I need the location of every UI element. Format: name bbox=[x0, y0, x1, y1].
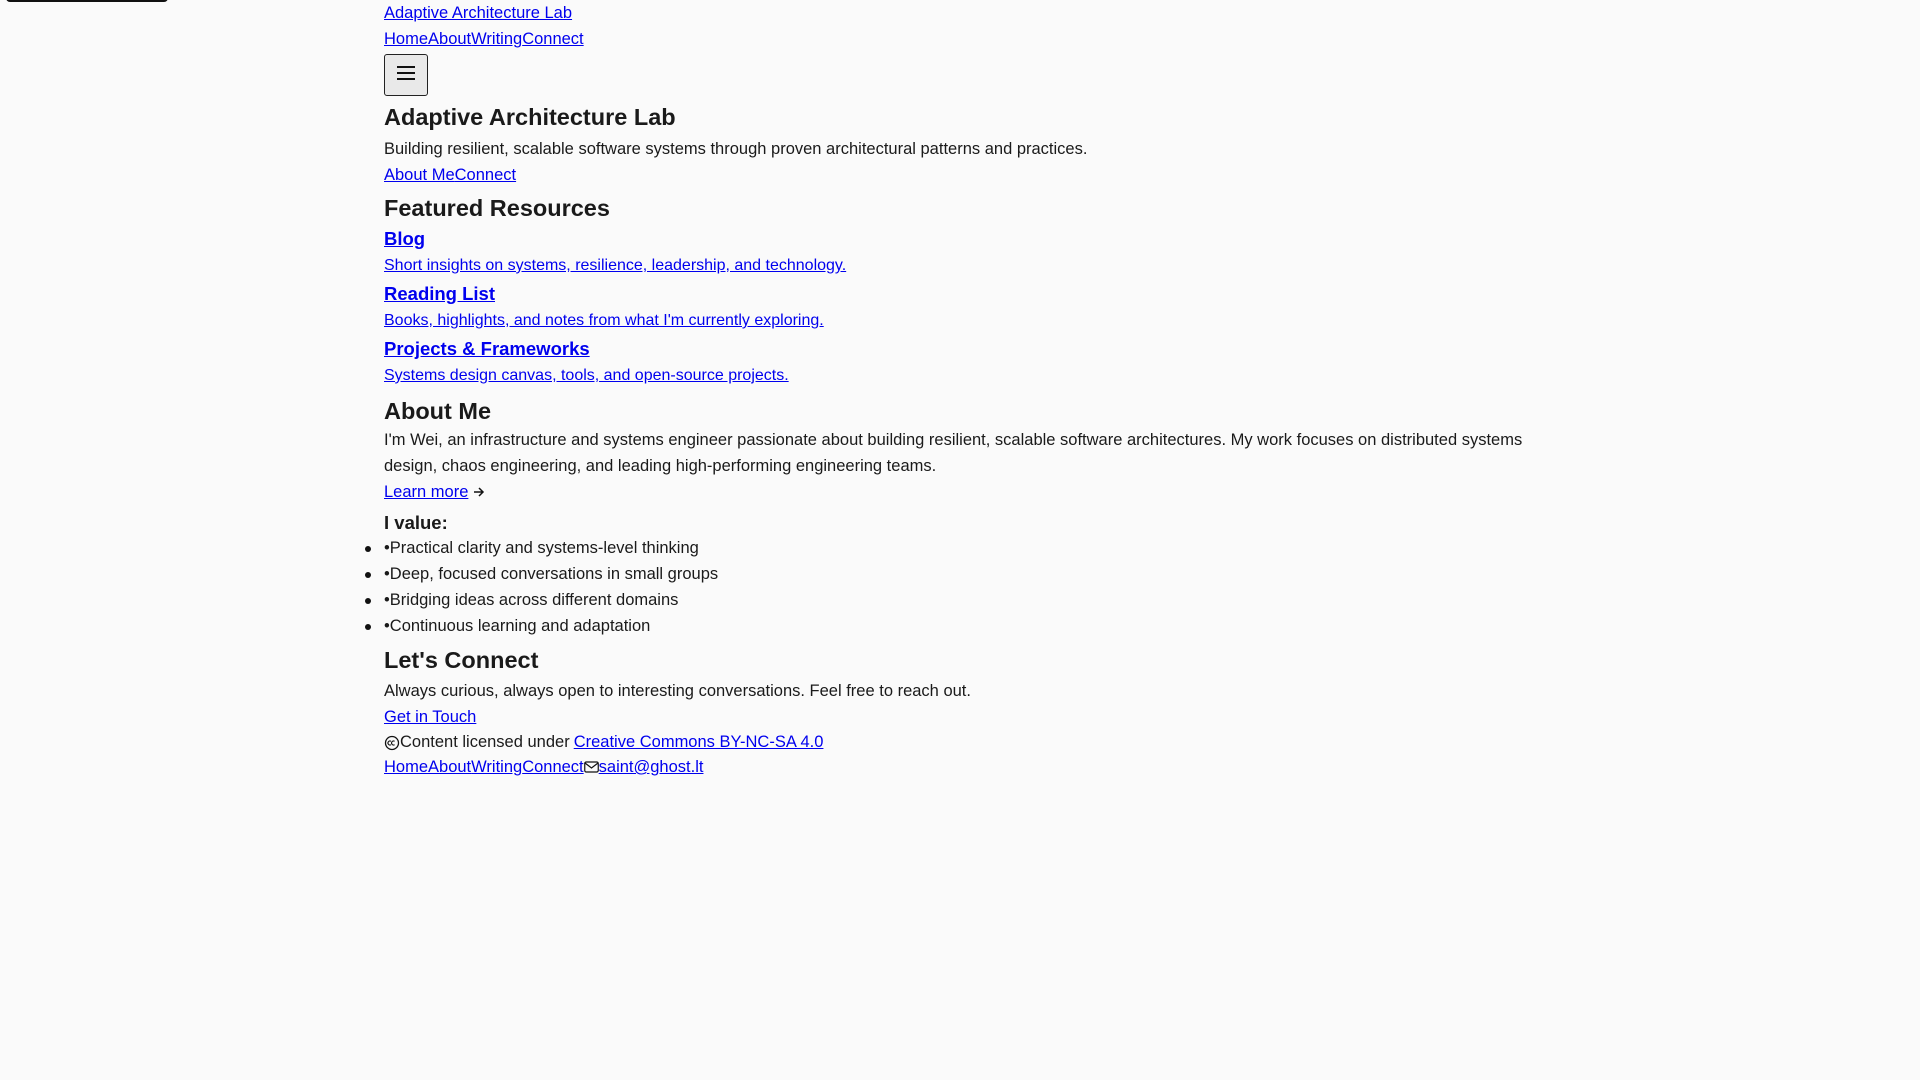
skip-link-bar[interactable] bbox=[6, 0, 168, 2]
menu-toggle-button[interactable] bbox=[384, 54, 428, 96]
about-heading: About Me bbox=[384, 398, 492, 424]
get-in-touch-link[interactable]: Get in Touch bbox=[384, 708, 477, 726]
resource-reading-list-title[interactable]: Reading List bbox=[384, 283, 496, 304]
nav-writing[interactable]: Writing bbox=[471, 30, 523, 48]
resource-blog-description[interactable]: Short insights on systems, resilience, leadership, and technology. bbox=[384, 257, 847, 274]
hero-title: Adaptive Architecture Lab bbox=[384, 104, 676, 130]
nav-about[interactable]: About bbox=[428, 30, 472, 48]
creative-commons-icon bbox=[384, 735, 400, 751]
footer-nav-about[interactable]: About bbox=[428, 758, 472, 776]
arrow-right-icon bbox=[472, 485, 486, 499]
footer-nav-connect[interactable]: Connect bbox=[522, 758, 584, 776]
hero-connect-link[interactable]: Connect bbox=[454, 166, 517, 184]
value-bullet: • bbox=[384, 565, 390, 583]
site-title-link[interactable]: Adaptive Architecture Lab bbox=[384, 4, 573, 22]
page bbox=[384, 0, 1534, 780]
about-text: I'm Wei, an infrastructure and systems engineer passionate about building resilient, scalable software architectures. My work focuses on distributed systems design, chaos engineering, and leading high-performing engineering teams. bbox=[384, 431, 1523, 475]
value-bullet: • bbox=[384, 539, 390, 557]
learn-more-link[interactable] bbox=[384, 479, 486, 505]
list-item: •Deep, focused conversations in small groups bbox=[384, 561, 1534, 587]
list-item: •Continuous learning and adaptation bbox=[384, 613, 1534, 639]
nav-connect[interactable]: Connect bbox=[522, 30, 584, 48]
connect-heading: Let's Connect bbox=[384, 647, 539, 673]
resource-projects-description[interactable]: Systems design canvas, tools, and open-source projects. bbox=[384, 367, 789, 384]
hamburger-menu-icon bbox=[397, 66, 415, 85]
about-me-link[interactable]: About Me bbox=[384, 166, 455, 184]
footer-nav-writing[interactable]: Writing bbox=[471, 758, 523, 776]
nav-home[interactable]: Home bbox=[384, 30, 429, 48]
footer-nav-home[interactable]: Home bbox=[384, 758, 429, 776]
get-in-touch-row bbox=[384, 704, 1534, 730]
value-bullet: • bbox=[384, 617, 390, 635]
email-link[interactable]: saint@ghost.lt bbox=[598, 758, 704, 776]
license-prefix: Content licensed under bbox=[400, 733, 570, 751]
value-bullet: • bbox=[384, 591, 390, 609]
learn-more-label: Learn more bbox=[384, 483, 469, 501]
hero-links bbox=[384, 162, 1534, 188]
values-list bbox=[384, 535, 1534, 639]
values-heading: I value: bbox=[384, 512, 448, 533]
main-nav bbox=[384, 26, 1534, 52]
hero-tagline: Building resilient, scalable software systems through proven architectural patterns and practices. bbox=[384, 140, 1088, 158]
resource-blog-title[interactable]: Blog bbox=[384, 228, 426, 249]
mail-icon bbox=[584, 761, 599, 774]
license-link[interactable]: Creative Commons BY-NC-SA 4.0 bbox=[573, 733, 824, 751]
learn-more-row bbox=[384, 479, 1534, 505]
featured-resources-heading: Featured Resources bbox=[384, 195, 610, 221]
footer-nav bbox=[384, 755, 1534, 780]
connect-text: Always curious, always open to interesting conversations. Feel free to reach out. bbox=[384, 682, 971, 700]
footer-license bbox=[384, 730, 1534, 755]
site-header bbox=[384, 0, 1534, 26]
list-item: •Practical clarity and systems-level thinking bbox=[384, 535, 1534, 561]
resource-projects-title[interactable]: Projects & Frameworks bbox=[384, 338, 590, 359]
list-item: •Bridging ideas across different domains bbox=[384, 587, 1534, 613]
resource-reading-list-description[interactable]: Books, highlights, and notes from what I'm currently exploring. bbox=[384, 312, 824, 329]
